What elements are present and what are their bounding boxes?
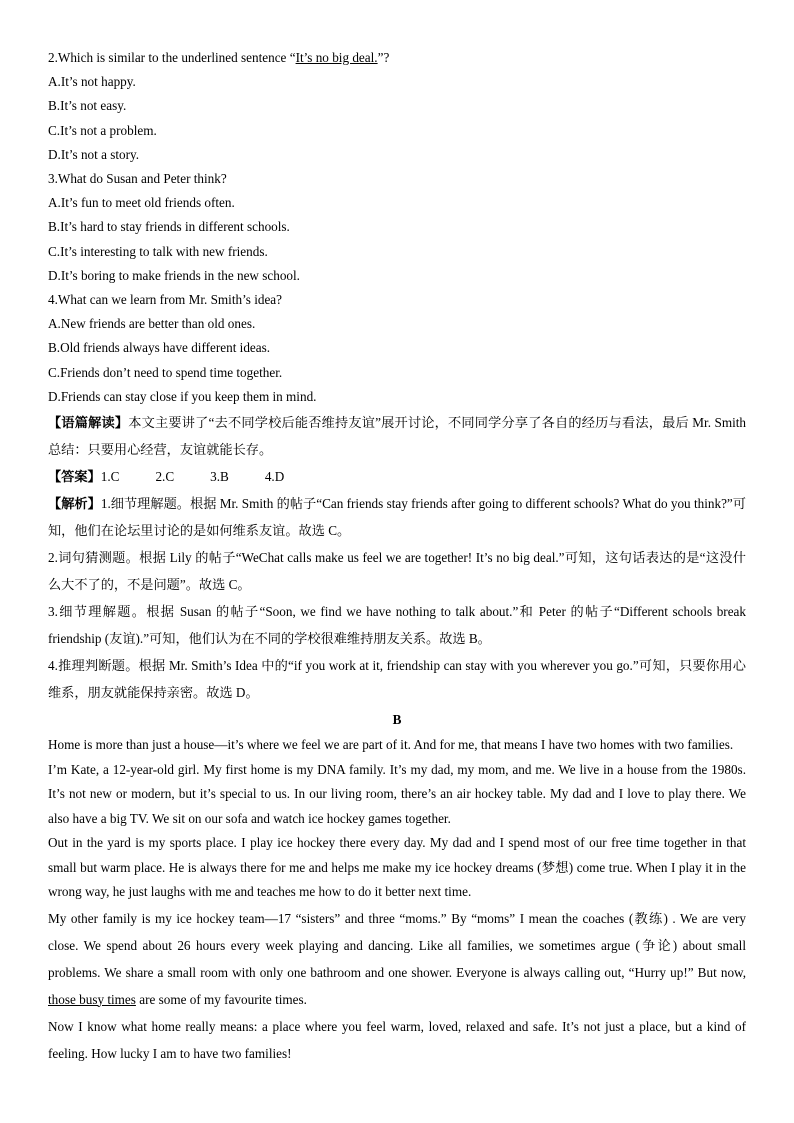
underlined-sentence: It’s no big deal. bbox=[295, 50, 378, 65]
explanation-1 bbox=[48, 490, 746, 544]
question-4-stem: 4.What can we learn from Mr. Smith’s idea? bbox=[48, 292, 283, 308]
question-2-option-d: D.It’s not a story. bbox=[48, 146, 140, 162]
question-3-option-a: A.It’s fun to meet old friends often. bbox=[48, 195, 235, 211]
passage-paragraph-2: I’m Kate, a 12-year-old girl. My first home is my DNA family. It’s my dad, my mom, and me. We live in a house from the 1980s. It’s not new or modern, but it’s special to us. In our living room, there’s an air hockey table. My dad and I love to play there. We also have a big TV. We sit on our sofa and watch ice hockey games together. bbox=[48, 761, 746, 826]
passage-paragraph-4 bbox=[48, 905, 746, 1013]
answer-item: 1.C bbox=[100, 469, 120, 485]
explanation-2: 2.词句猜测题。根据 Lily 的帖子“WeChat calls make us feel we are together! It’s no big deal.”可知，这句话表达的是“这没什么大不了的，不是问题”。故选 C。 bbox=[48, 550, 746, 593]
passage-paragraph-3: Out in the yard is my sports place. I play ice hockey there every day. My dad and I spend most of our free time together in that small but warm place. He is always there for me and helps me make my ice hockey dreams (梦想) come true. When I play it in the wrong way, he just laughs with me and teaches me how to do it better next time. bbox=[48, 835, 746, 900]
stem-text: 2.Which is similar to the underlined sentence “ bbox=[48, 50, 296, 65]
question-2-stem bbox=[48, 46, 746, 70]
question-2-option-b: B.It’s not easy. bbox=[48, 98, 127, 114]
reading-label: 【语篇解读】 bbox=[48, 415, 129, 431]
answer-item: 4.D bbox=[264, 469, 285, 485]
question-2-option-c: C.It’s not a problem. bbox=[48, 122, 157, 138]
question-3-stem: 3.What do Susan and Peter think? bbox=[48, 171, 227, 187]
question-4-option-d: D.Friends can stay close if you keep them in mind. bbox=[48, 388, 317, 404]
paragraph-text: My other family is my ice hockey team—17 “sisters” and three “moms.” By “moms” I mean the coaches (教练) . We are very close. We spend about 26 hours every week playing and dancing. Like all families, we sometimes argue (争论) about small problems. We share a small room with only one bathroom and one shower. Everyone is always calling out, “Hurry up!” But now, bbox=[48, 910, 746, 980]
passage-paragraph-1: Home is more than just a house—it’s where we feel we are part of it. And for me, that means I have two homes with two families. bbox=[48, 737, 734, 753]
answer-label: 【答案】 bbox=[48, 469, 101, 485]
reading-text: 本文主要讲了“去不同学校后能否维持友谊”展开讨论，不同同学分享了各自的经历与看法，最后 Mr. Smith 总结：只要用心经营，友谊就能长存。 bbox=[48, 415, 746, 458]
document-page bbox=[48, 46, 746, 1067]
underlined-phrase: those busy times bbox=[48, 991, 136, 1007]
section-heading-b: B bbox=[392, 712, 402, 728]
explain-label: 【解析】 bbox=[48, 496, 101, 512]
answer-line bbox=[48, 463, 746, 490]
stem-text: ”? bbox=[377, 50, 390, 65]
explanation-3: 3.细节理解题。根据 Susan 的帖子“Soon, we find we have nothing to talk about.”和 Peter 的帖子“Different schools break friendship (友谊).”可知，他们认为在不同的学校很难维持朋友关系。故选 B。 bbox=[48, 604, 746, 647]
question-3-option-d: D.It’s boring to make friends in the new school. bbox=[48, 267, 300, 283]
paragraph-text: are some of my favourite times. bbox=[135, 991, 307, 1007]
answer-item: 3.B bbox=[210, 469, 229, 485]
question-3-option-c: C.It’s interesting to talk with new friends. bbox=[48, 243, 268, 259]
explanation-4: 4.推理判断题。根据 Mr. Smith’s Idea 中的“if you work at it, friendship can stay with you wherever you go.”可知，只要你用心维系，朋友就能保持亲密。故选 D。 bbox=[48, 658, 746, 701]
explain-text: 1.细节理解题。根据 Mr. Smith 的帖子“Can friends stay friends after going to different schools? What do you think?”可知，他们在论坛里讨论的是如何维系友谊。故选 C。 bbox=[48, 496, 746, 539]
reading-analysis bbox=[48, 409, 746, 463]
answer-item: 2.C bbox=[155, 469, 175, 485]
question-2-option-a: A.It’s not happy. bbox=[48, 74, 136, 90]
passage-paragraph-5: Now I know what home really means: a place where you feel warm, loved, relaxed and safe. It’s not just a place, but a kind of feeling. How lucky I am to have two families! bbox=[48, 1018, 746, 1061]
question-4-option-a: A.New friends are better than old ones. bbox=[48, 316, 256, 332]
question-3-option-b: B.It’s hard to stay friends in different schools. bbox=[48, 219, 290, 235]
question-4-option-b: B.Old friends always have different ideas. bbox=[48, 340, 271, 356]
question-4-option-c: C.Friends don’t need to spend time together. bbox=[48, 364, 283, 380]
